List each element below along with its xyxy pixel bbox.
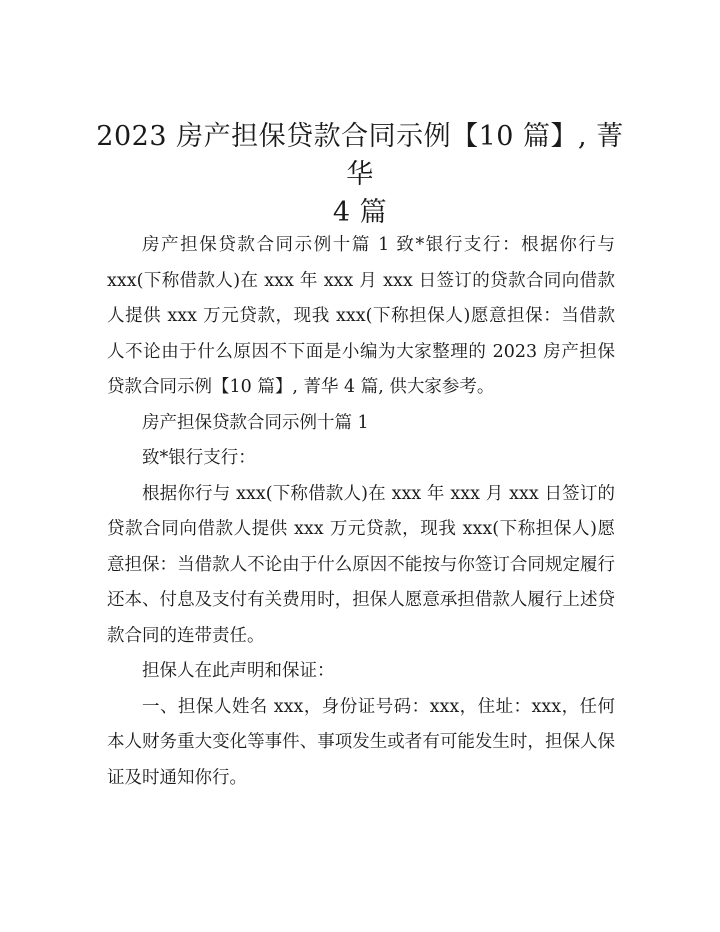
title-line-2: 4 篇	[332, 197, 388, 228]
document-body	[107, 228, 615, 796]
title-line-1: 2023 房产担保贷款合同示例【10 篇】, 菁华	[96, 121, 624, 190]
document-title	[90, 118, 630, 232]
clause-one-paragraph: 一、担保人姓名 xxx，身份证号码：xxx，住址：xxx，任何本人财务重大变化等事件、事项发生或者有可能发生时，担保人保证及时通知你行。	[107, 696, 615, 788]
salutation: 致*银行支行：	[142, 448, 256, 468]
declaration-heading: 担保人在此声明和保证：	[142, 661, 335, 681]
section-heading: 房产担保贷款合同示例十篇 1	[142, 412, 369, 433]
guarantee-paragraph: 根据你行与 xxx(下称借款人)在 xxx 年 xxx 月 xxx 日签订的贷款合同向借款人提供 xxx 万元贷款，现我 xxx(下称担保人)愿意担保：当借款人不论由于什么原因不能按与你签订合同规定履行还本、付息及支付有关费用时，担保人愿意承担借款人履行上述贷款合同的连带责任。	[107, 483, 615, 646]
intro-paragraph: 房产担保贷款合同示例十篇 1 致*银行支行：根据你行与 xxx(下称借款人)在 xxx 年 xxx 月 xxx 日签订的贷款合同向借款人提供 xxx 万元贷款，现我 xxx(下称担保人)愿意担保：当借款人不论由于什么原因不下面是小编为大家整理的 2023 房产担保贷款合同示例【10 篇】, 菁华 4 篇, 供大家参考。	[107, 235, 615, 397]
